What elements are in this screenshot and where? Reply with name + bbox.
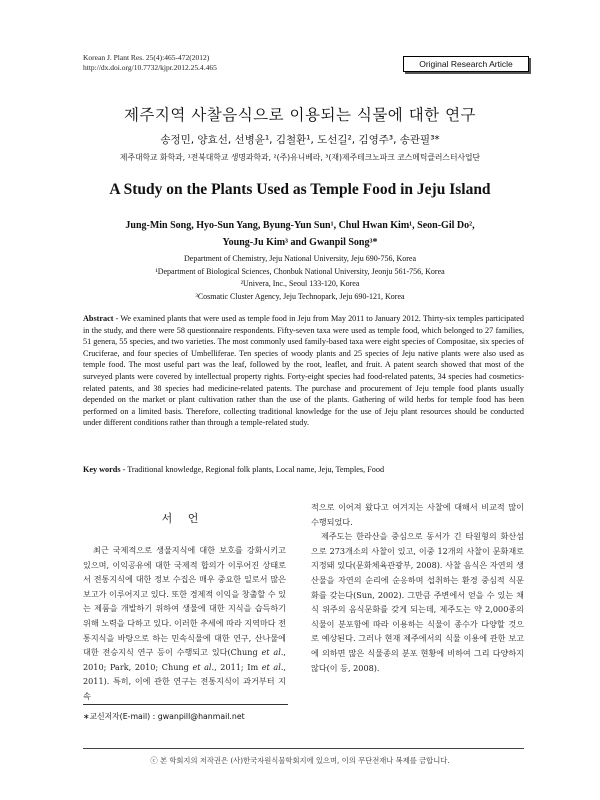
abstract-label: Abstract	[83, 314, 114, 323]
korean-title: 제주지역 사찰음식으로 이용되는 식물에 대한 연구	[123, 106, 477, 124]
section-heading-introduction: 서 언	[161, 512, 205, 525]
authors-line-2: Young-Ju Kim³ and Gwanpil Song³*	[222, 237, 378, 248]
journal-reference: Korean J. Plant Res. 25(4):465-472(2012)	[83, 53, 210, 62]
abstract	[83, 313, 524, 429]
intro-text: , 2011). 특히, 이에 관한 연구는 전통지식이 과거부터 지속	[83, 661, 286, 701]
intro-paragraph	[83, 543, 286, 704]
intro-text: , 2010; Park, 2010; Chung	[83, 647, 286, 672]
doi-link[interactable]: http://dx.doi.org/10.7732/kjpr.2012.25.4.465	[83, 63, 217, 72]
intro-column-right	[311, 500, 524, 675]
affiliation-2: ¹Department of Biological Sciences, Chonbuk National University, Jeonju 561-756, Korea	[155, 266, 445, 276]
abstract-text: - We examined plants that were used as temple food in Jeju from May 2011 to January 2012. Thirty-six temples participated in the study, and there were 58 questionnaire respondents. Fifty-seven taxa were used as temple food, which belonged to 27 families, 51 genera, 55 species, and two varieties. The most commonly used family-based taxa were eight species of Compositae, six species of Cruciferae, and four species of Umbelliferae. Ten species of woody plants and 25 species of Jeju native plants were also used as temple food. The most useful part was the leaf, followed by the root, leaflet, and fruit. A patent search showed that most of the surveyed plants were covered by intellectual property rights. Forty-eight species had food-related patents, 34 species had cosmetics-related patents, and 38 species had medicine-related patents. The purchase and procurement of Jeju temple food plants usually depended on the market or plant cultivation rather than the use of the plants. Gathering of wild herbs for temple food has been performed on a limited basis. Therefore, collecting traditional knowledge for the use of Jeju plant resources should be conducted under different conditions rather than through a temple-related study.	[83, 314, 524, 428]
keywords-label: Key words	[83, 465, 121, 474]
et-al: et al.	[261, 661, 284, 672]
affiliation-1: Department of Chemistry, Jeju National University, Jeju 690-756, Korea	[183, 254, 417, 263]
intro-column-left	[83, 543, 286, 704]
affiliation-3: ²Univera, Inc., Seoul 133-120, Korea	[240, 279, 360, 288]
intro-paragraph-continued: 적으로 이어져 왔다고 여겨지는 사찰에 대해서 비교적 많이 수행되었다.	[311, 502, 524, 527]
copyright-notice: ⓒ 본 학회지의 저작권은 (사)한국자원식물학회지에 있으며, 이의 무단전재나 복제를 금합니다.	[150, 756, 450, 765]
et-al: et al.	[261, 647, 284, 658]
corresponding-author-footnote: ∗교신저자(E-mail) : gwanpill@hanmail.net	[83, 712, 245, 721]
intro-text: 최근 국제적으로 생물지식에 대한 보호를 강화시키고 있으며, 이익공유에 대한 국제적 합의가 이루어진 상태로서 전통지식에 대한 정보 수집은 매우 중요한 일로서 많은 보고가 이루어지고 있다. 또한 경제적 이익을 창출할 수 있는 제품을 개발하기 위하여 생물에 대한 지식을 습득하기 위해 노력을 다하고 있다. 이러한 추세에 따라 지역마다 전통지식을 바탕으로 하는 민속식물에 대한 연구, 산나물에 대한 전승지식 연구 등이 수행되고 있다(Chung	[83, 545, 286, 658]
english-title: A Study on the Plants Used as Temple Food in Jeju Island	[109, 181, 491, 198]
journal-citation	[83, 53, 217, 73]
authors-line-1: Jung-Min Song, Hyo-Sun Yang, Byung-Yun Sun¹, Chul Hwan Kim¹, Seon-Gil Do²,	[125, 220, 475, 231]
english-affiliations	[0, 253, 600, 303]
article-type-badge: Original Research Article	[403, 56, 529, 72]
keywords	[83, 465, 524, 474]
intro-paragraph-jeju: 제주도는 한라산을 중심으로 동서가 긴 타원형의 화산섬으로 273개소의 사찰이 있고, 이중 12개의 사찰이 문화재로 지정돼 있다(문화체육관광부, 2008). 사찰 음식은 자연의 생산물을 자연의 순리에 순응하며 섭취하는 환경 중심적 식문화를 갖는다(Sun, 2002). 그만큼 주변에서 얻을 수 있는 채식 위주의 음식문화를 갖게 되는데, 제주도는 약 2,000종의 식물이 분포함에 따라 이용하는 식물이 종수가 다양할 것으로 예상된다. 그러나 현재 제주에서의 식물 이용에 관한 보고에 의하면 많은 식물종의 분포 현황에 비하여 그리 다양하지 않다(이 등, 2008).	[311, 531, 524, 673]
korean-authors: 송정민, 양효선, 선병윤¹, 김철환¹, 도선길², 김영주³, 송관필³*	[160, 134, 440, 146]
korean-affiliations: 제주대학교 화학과, ¹전북대학교 생명과학과, ²(주)유니베라, ³(재)제주테크노파크 코스메틱클러스터사업단	[119, 153, 481, 162]
footer-divider	[83, 748, 524, 749]
affiliation-4: ³Cosmatic Cluster Agency, Jeju Technopark, Jeju 690-121, Korea	[195, 291, 405, 301]
footnote-divider	[83, 704, 288, 705]
keywords-text: - Traditional knowledge, Regional folk plants, Local name, Jeju, Temples, Food	[120, 465, 385, 474]
et-al: et al.	[192, 661, 215, 672]
intro-text: , 2011; Im	[214, 661, 262, 672]
english-authors	[60, 217, 540, 251]
